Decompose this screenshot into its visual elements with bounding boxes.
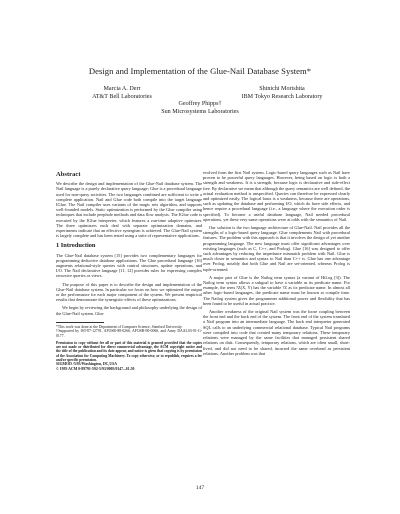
author-name: Marcia A. Derr	[103, 86, 141, 92]
author-affiliation: AT&T Bell Laboratories	[92, 93, 152, 100]
author-derr	[72, 86, 172, 101]
footnote-dagger: †Supported by IST-87-12791, AFOSR-88-0266, AFOSR-90-0066, and Army DAAL03-91-G-0177.	[56, 329, 202, 339]
right-column	[203, 170, 350, 356]
intro-paragraph-2: The purpose of this paper is to describe the design and implementation of the Glue-Nail database system. In particular we focus on how we optimized the output or the performance for each major component of the system. We present empirical results that demonstrate the synergistic effects of these optimizations.	[56, 281, 202, 303]
author-affiliation: Sun Microsystems Laboratories	[161, 108, 239, 115]
right-paragraph-4: Another weakness of the original Nail system was the loose coupling between the front end and the back end of the system. The front end of the system translated a Nail program into an intermediate language. The back end interpreter generated SQL calls to an underlying commercial relational database. Typical Nail programs were compiled into code that created many temporary relations. These temporary relations were managed by the same facilities that managed persistent shared relations on disk. Consequently, temporary relations, which are often small, short-lived, and did not need to be shared, incurred the same overhead as persistent relations. Another problem was that	[203, 309, 350, 356]
paper-title: Design and Implementation of the Glue-Nail Database System*	[88, 66, 312, 76]
right-paragraph-1: evolved from the first Nail system. Logic-based query languages such as Nail have proven to be powerful query languages. However, being based on logic is both a strength and weakness. It is a strength, because logic is declarative and side-effect free. By declarative we mean that although the query semantics are well defined, the actual evaluation method is unspecified. Queries can therefore be expressed clearly and optimized easily. The logical basis is a weakness, because there are operations, such as updating the database and performing I/O, which do have side effects, and hence require a procedural language (i.e., a language where the execution order is specified). To become a useful database language, Nail needed procedural operations, yet these very same operations were at odds with the semantics of Nail.	[203, 170, 350, 222]
author-name: Shinichi Morishita	[259, 86, 305, 92]
left-column	[56, 172, 202, 371]
page-number: 147	[195, 485, 205, 491]
introduction-heading: 1 Introduction	[56, 242, 96, 250]
copyright-line: © 1993 ACM 0-89791-592-5/93/0005/0147...$1.50	[56, 366, 135, 371]
intro-paragraph-1: The Glue-Nail database system [15] provides two complementary languages for programming deductive database applications. The Glue procedural language [16] augments relational-style queries with control structures, update operations, and I/O. The Nail declarative language [11, 12] provides rules for expressing complex recursive queries or views.	[56, 252, 202, 279]
author-affiliation: IBM Tokyo Research Laboratory	[241, 93, 323, 100]
author-name: Geoffrey Phipps†	[178, 101, 222, 107]
right-paragraph-3: A major part of Glue is the Nailog term syntax (a variant of HiLog [3]). The Nailog term syntax allows a subgoal to have a variable as its predicate name. For example, the term ?Z(X, Y) has the variable ?Z as its predicate name. In almost all other logic-based languages, the predicate name must be known at compile time. The Nailog system gives the programmer additional power and flexibility that has been found to be useful in actual practice.	[203, 274, 350, 306]
author-phipps	[140, 101, 260, 116]
abstract-heading: Abstract	[56, 171, 81, 178]
abstract-text: We describe the design and implementation of the Glue-Nail database system. The Nail language is a purely declarative query language; Glue is a procedural language used for non-query activities. The two languages combined are sufficient to write a complete application. Nail and Glue code both compile into the target language IGlue. The Nail compiler uses variants of the magic sets algorithm, and supports well-founded models. Static optimization is performed by the Glue compiler using techniques that include peephole methods and data flow analysis. The IGlue code is executed by the IGlue interpreter, which features a run-time adaptive optimizer. The three optimizers each deal with separate optimization domains, and experiments indicate that an effective synergism is achieved. The Glue-Nail system is largely complete and has been tested using a suite of representative applications.	[56, 181, 202, 239]
permission-notice: Permission to copy without fee all or part of this material is granted provided that the copies are not made or distributed for direct commercial advantage, the ACM copyright notice and the title of the publication and its date appear, and notice is given that copying is by permission of the Association for Computing Machinery. To copy otherwise, or to republish, requires a fee and/or specific permission.	[56, 340, 202, 362]
venue-line: SIGMOD /5/93/Washington, DC,USA	[56, 362, 117, 367]
footnote-star: *This work was done at the Department of Computer Science, Stanford University.	[56, 324, 183, 329]
author-morishita	[212, 86, 352, 101]
author-block	[0, 86, 400, 134]
right-paragraph-2: Our solution is the two language architecture of Glue-Nail. Nail provides all the strengths of a logic-based query language. Glue complements Nail with procedural features. The problem with this approach is that it involves the design of yet another programming language. The new language must offer significant advantages over existing languages (such as C, C++, and Prolog). Glue [16] was designed to offer such advantages by reducing the impedance mismatch problem with Nail. Glue is much closer in semantics and syntax to Nail than C++ is. Glue has one advantage over Prolog, notably that both Glue and Nail are set-oriented, whereas Prolog is tuple-oriented.	[203, 225, 350, 272]
intro-paragraph-3: We begin by reviewing the background and philosophy underlying the design of the Glue-Nail system. Glue	[56, 305, 202, 316]
